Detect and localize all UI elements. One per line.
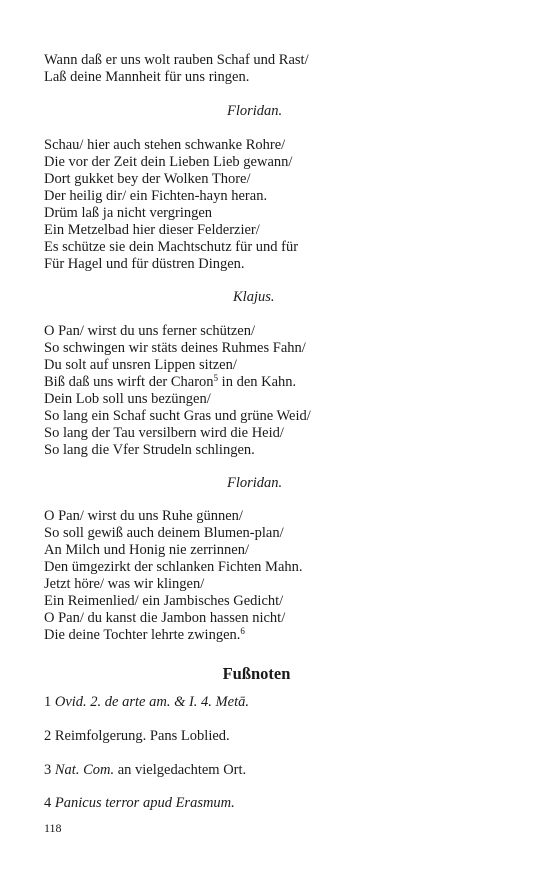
verse-text: Die deine Tochter lehrte zwingen. xyxy=(44,627,241,643)
verse-line: So soll gewiß auch deinem Blumen-plan/ xyxy=(44,525,284,541)
verse-line: O Pan/ wirst du uns Ruhe günnen/ xyxy=(44,508,243,524)
verse-line: Dein Lob soll uns bezüngen/ xyxy=(44,391,211,407)
verse-line: O Pan/ wirst du uns ferner schützen/ xyxy=(44,323,256,339)
verse-line: Schau/ hier auch stehen schwanke Rohre/ xyxy=(44,137,286,153)
footnote-italic-text: Ovid. 2. de arte am. & I. 4. Metā. xyxy=(54,694,249,710)
speaker-name: Floridan. xyxy=(227,475,283,491)
footnote-marker: 6 xyxy=(240,626,245,636)
verse-line: So lang ein Schaf sucht Gras und grüne Weid/ xyxy=(44,408,311,424)
verse-line: O Pan/ du kanst die Jambon hassen nicht/ xyxy=(44,610,286,626)
verse-text-tail: in den Kahn. xyxy=(218,374,297,390)
verse-line: Laß deine Mannheit für uns ringen. xyxy=(44,69,250,85)
verse-line: So schwingen wir stäts deines Ruhmes Fahn/ xyxy=(44,340,306,356)
verse-line: Dort gukket bey der Wolken Thore/ xyxy=(44,171,251,187)
footnotes-heading: Fußnoten xyxy=(222,664,291,683)
verse-line: Jetzt höre/ was wir klingen/ xyxy=(44,576,205,592)
footnote-number: 1 xyxy=(44,694,52,710)
verse-line: Für Hagel und für düstren Dingen. xyxy=(44,256,245,272)
verse-line-with-footnote xyxy=(44,627,245,644)
footnote-italic-text: Panicus terror apud Erasmum. xyxy=(54,795,235,811)
footnote-item xyxy=(44,694,249,711)
verse-line: Der heilig dir/ ein Fichten-hayn heran. xyxy=(44,188,268,204)
verse-line: Wann daß er uns wolt rauben Schaf und Rast/ xyxy=(44,52,309,68)
footnote-text: Reimfolgerung. Pans Loblied. xyxy=(54,728,230,744)
speaker-name: Klajus. xyxy=(233,289,275,305)
footnote-italic-text: Nat. Com. xyxy=(54,762,115,778)
footnote-item xyxy=(44,795,235,812)
verse-line: Ein Reimenlied/ ein Jambisches Gedicht/ xyxy=(44,593,284,609)
verse-line: So lang die Vfer Strudeln schlingen. xyxy=(44,442,255,458)
verse-line-with-footnote xyxy=(44,374,296,391)
verse-line: Die vor der Zeit dein Lieben Lieb gewann/ xyxy=(44,154,293,170)
verse-text: Biß daß uns wirft der Charon xyxy=(44,374,214,390)
footnote-text: an vielgedachtem Ort. xyxy=(114,762,247,778)
verse-line: Drüm laß ja nicht vergringen xyxy=(44,205,213,221)
verse-line: Du solt auf unsren Lippen sitzen/ xyxy=(44,357,237,373)
verse-line: Ein Metzelbad hier dieser Felderzier/ xyxy=(44,222,260,238)
footnote-number: 3 xyxy=(44,762,52,778)
footnote-number: 4 xyxy=(44,795,52,811)
footnote-item xyxy=(44,728,230,745)
footnote-number: 2 xyxy=(44,728,52,744)
footnote-item xyxy=(44,762,246,779)
verse-line: So lang der Tau versilbern wird die Heid/ xyxy=(44,425,284,441)
speaker-name: Floridan. xyxy=(227,103,283,119)
page-number: 118 xyxy=(44,821,62,835)
footnote-marker: 5 xyxy=(213,373,219,383)
verse-line: Den ümgezirkt der schlanken Fichten Mahn. xyxy=(44,559,303,575)
verse-line: Es schütze sie dein Machtschutz für und für xyxy=(44,239,299,255)
verse-line: An Milch und Honig nie zerrinnen/ xyxy=(44,542,249,558)
